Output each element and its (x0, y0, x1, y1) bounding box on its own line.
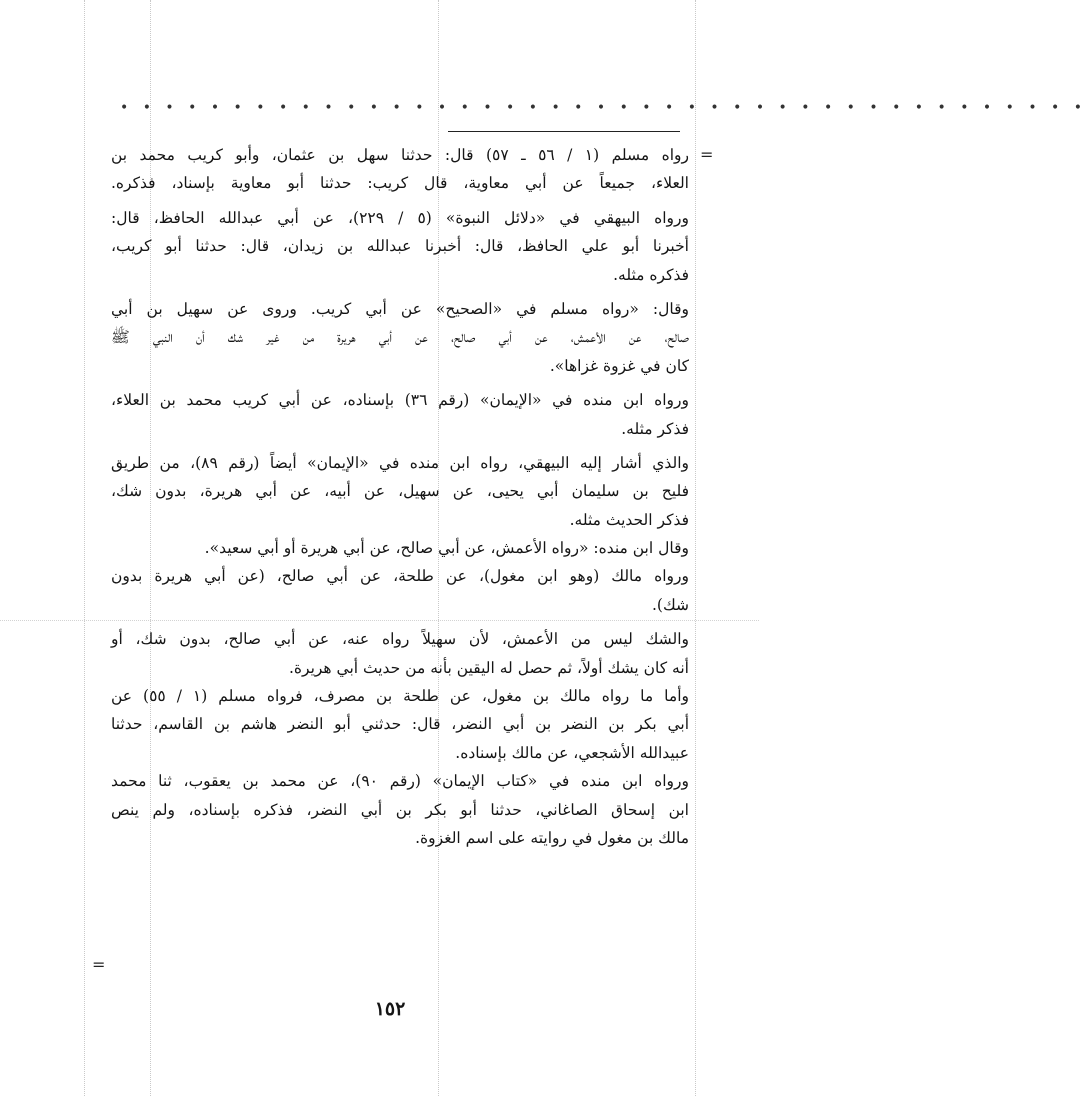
margin-mark: = (92, 955, 106, 974)
header-dots: • • • • • • • • • • • • • • • • • • • • • • • • • • • • • • • • • • • • • • • • • • • (120, 100, 1087, 116)
text-line: وأما ما رواه مالك بن مغول، عن طلحة بن مصرف، فرواه مسلم (١ / ٥٥) عن (111, 687, 689, 706)
text-line: ورواه البيهقي في «دلائل النبوة» (٥ / ٢٢٩)، عن أبي عبدالله الحافظ، قال: (111, 208, 689, 227)
text-line: وقال: «رواه مسلم في «الصحيح» عن أبي كريب. وروى عن سهيل بن أبي (111, 299, 689, 318)
text-line: أنه كان يشك أولاً، ثم حصل له اليقين بأنه من حديث أبي هريرة. (288, 658, 689, 677)
text-line: أبي بكر بن النضر بن أبي النضر، قال: حدثني أبو النضر هاشم بن القاسم، حدثنا (111, 715, 689, 734)
text-line: وقال ابن منده: «رواه الأعمش، عن أبي صالح، عن أبي هريرة أو أبي سعيد». (204, 539, 689, 558)
text-line: والشك ليس من الأعمش، لأن سهيلاً رواه عنه، عن أبي صالح، بدون شك، أو (111, 630, 689, 649)
text-line: صالح، عن الأعمش، عن أبي صالح، عن أبي هريرة من غير شك أن النبي ﷺ (111, 328, 689, 347)
text-line: فذكر مثله. (621, 419, 689, 438)
page-number: ١٥٢ (374, 998, 406, 1020)
text-line: كان في غزوة غزاها». (549, 356, 689, 375)
text-line: مالك بن مغول في روايته على اسم الغزوة. (415, 828, 689, 847)
text-line: ابن إسحاق الصاغاني، حدثنا أبو بكر بن أبي النضر، فذكره بإسناده، ولم ينص (111, 800, 689, 819)
text-line: والذي أشار إليه البيهقي، رواه ابن منده في «الإيمان» أيضاً (رقم ٨٩)، من طريق (111, 453, 689, 472)
text-line: فذكره مثله. (613, 265, 689, 284)
text-line: رواه مسلم (١ / ٥٦ ـ ٥٧) قال: حدثنا سهل بن عثمان، وأبو كريب محمد بن (111, 146, 689, 164)
text-line: فذكر الحديث مثله. (569, 510, 689, 529)
text-line: ورواه ابن منده في «كتاب الإيمان» (رقم ٩٠)، عن محمد بن يعقوب، ثنا محمد (111, 772, 690, 791)
footnote-text (111, 141, 689, 852)
text-line: فليح بن سليمان أبي يحيى، عن سهيل، عن أبيه، عن أبي هريرة، بدون شك، (111, 482, 689, 501)
text-line: أخبرنا أبو علي الحافظ، قال: أخبرنا عبدالله بن زيدان، قال: حدثنا أبو كريب، (111, 237, 689, 256)
margin-mark: = (700, 145, 714, 164)
scan-guide-line (695, 0, 696, 1096)
text-line: ورواه ابن منده في «الإيمان» (رقم ٣٦) بإسناده، عن أبي كريب محمد بن العلاء، (111, 391, 689, 410)
text-line: شك). (651, 595, 689, 614)
text-line: العلاء، جميعاً عن أبي معاوية، قال كريب: حدثنا أبو معاوية بإسناد، فذكره. (111, 174, 689, 193)
scan-guide-line (84, 0, 85, 1096)
header-rule (448, 131, 680, 132)
text-line: عبيدالله الأشجعي، عن مالك بإسناده. (455, 743, 689, 762)
text-line: ورواه مالك (وهو ابن مغول)، عن طلحة، عن أبي صالح، (عن أبي هريرة بدون (111, 567, 689, 586)
